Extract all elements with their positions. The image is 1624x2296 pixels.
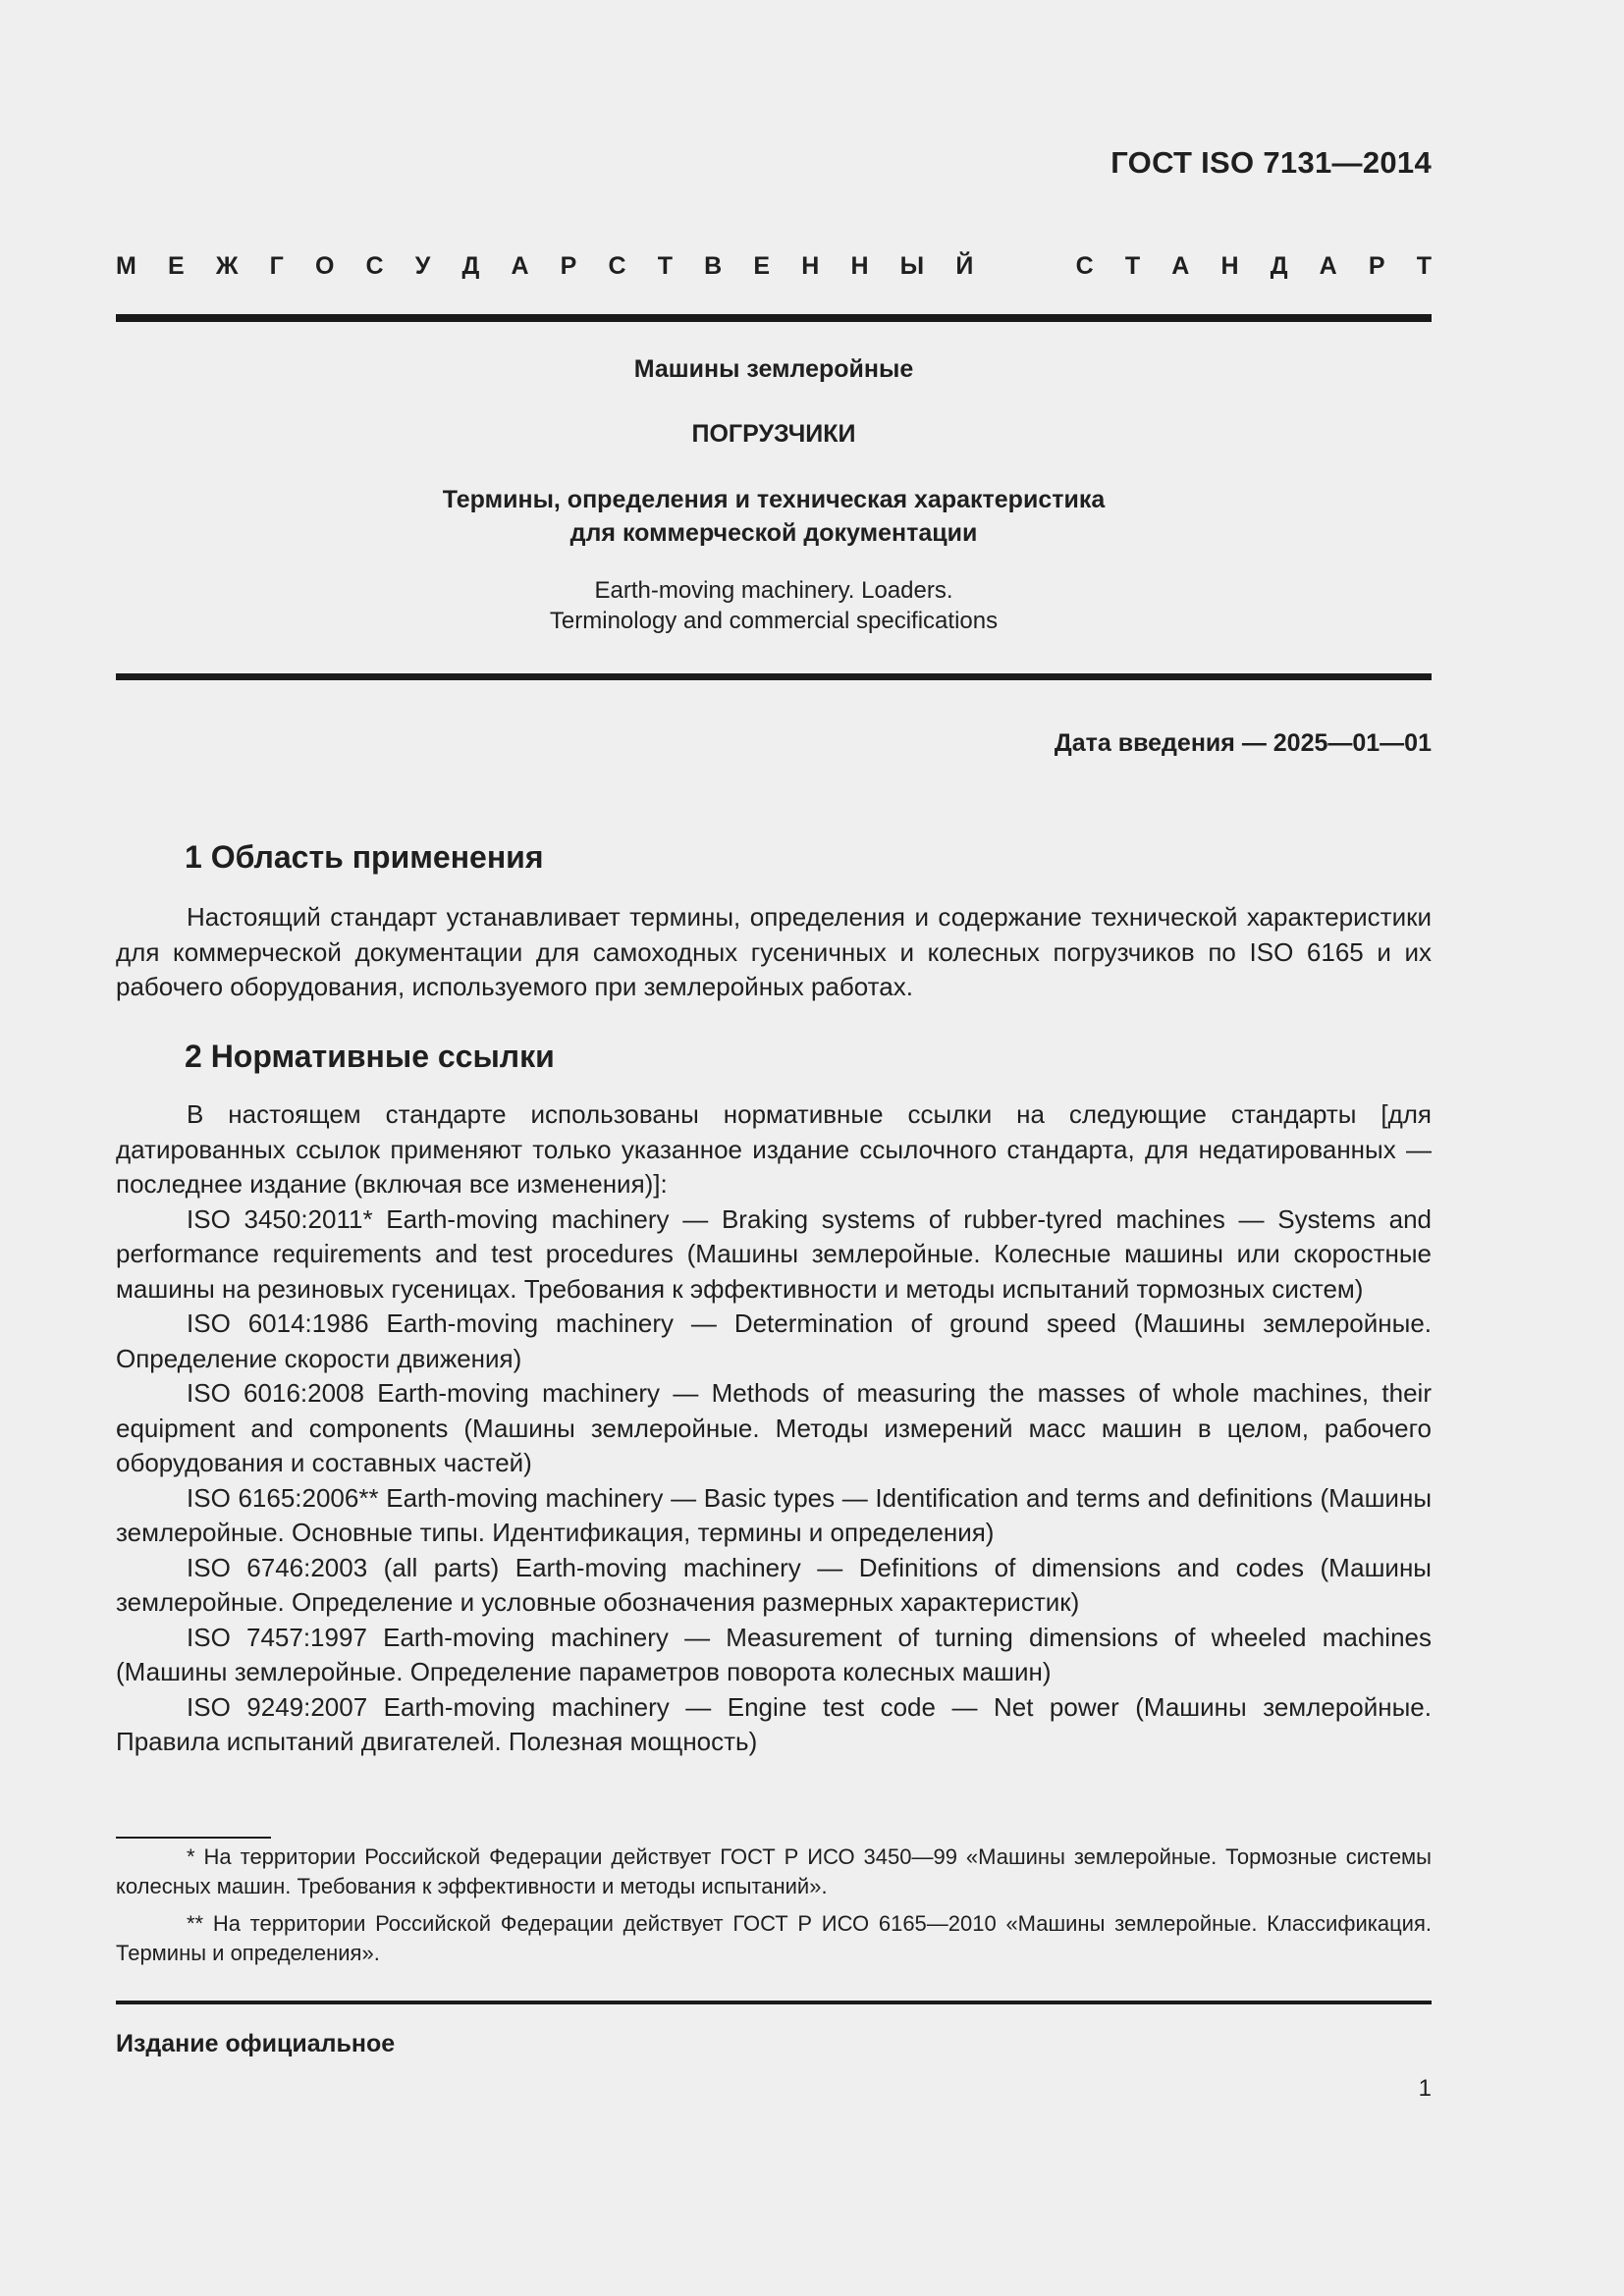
section-1-heading: 1 Область применения <box>185 839 544 875</box>
standard-kind-letter: А <box>1319 252 1337 280</box>
standard-kind <box>116 252 1432 281</box>
standard-kind-letter: Е <box>753 252 771 280</box>
document-page <box>116 0 1432 2296</box>
section-2-heading: 2 Нормативные ссылки <box>185 1039 555 1074</box>
title-group: Машины землеройные <box>633 355 914 383</box>
standard-kind-letter: Ж <box>215 252 239 280</box>
normative-reference: ISO 6016:2008 Earth-moving machinery — Methods of measuring the masses of whole machines, their equipment and components (Машины землеройные. Методы измерений масс машин в целом, рабочего оборудования и составных частей) <box>116 1378 1432 1477</box>
standard-kind-letter: Н <box>801 252 820 280</box>
standard-kind-letter: С <box>1075 252 1094 280</box>
header-rule <box>116 314 1432 322</box>
title-subtitle: Термины, определения и техническая характеристика для коммерческой документации <box>442 486 1106 547</box>
section-1-text: Настоящий стандарт устанавливает термины, определения и содержание технической характеристики для коммерческой документации для самоходных гусеничных и колесных погрузчиков по ISO 6165 и их рабочего оборудования, используемого при землеройных работах. <box>116 902 1432 1001</box>
standard-kind-letter: Р <box>560 252 577 280</box>
standard-kind-letter: Д <box>461 252 480 280</box>
normative-reference: ISO 6165:2006** Earth-moving machinery — Basic types — Identification and terms and definitions (Машины землеройные. Основные типы. Идентификация, термины и определения) <box>116 1482 1432 1547</box>
standard-kind-letter: Н <box>850 252 869 280</box>
section-2-body <box>116 1097 1432 1760</box>
standard-kind-letter: В <box>704 252 723 280</box>
edition-label: Издание официальное <box>116 2030 396 2057</box>
footnote-2: ** На территории Российской Федерации действует ГОСТ Р ИСО 6165—2010 «Машины землеройные. Классификация. Термины и определения». <box>116 1911 1432 1965</box>
standard-kind-letter: Й <box>955 252 974 280</box>
standard-kind-letter: У <box>414 252 431 280</box>
standard-kind-letter: А <box>1171 252 1190 280</box>
standard-kind-letter: С <box>365 252 384 280</box>
page-number: 1 <box>1418 2075 1432 2102</box>
standard-kind-letter: Д <box>1270 252 1288 280</box>
footer-rule <box>116 2001 1432 2004</box>
footnote-1: * На территории Российской Федерации действует ГОСТ Р ИСО 3450—99 «Машины землеройные. Тормозные системы колесных машин. Требования к эффективности и методы испытаний». <box>116 1844 1432 1898</box>
standard-kind-letter: Т <box>657 252 674 280</box>
title-english: Earth-moving machinery. Loaders. Terminology and commercial specifications <box>549 577 999 634</box>
standard-kind-letter: С <box>608 252 626 280</box>
normative-reference: ISO 6746:2003 (all parts) Earth-moving machinery — Definitions of dimensions and codes (Машины землеройные. Определение и условные обозначения размерных характеристик) <box>116 1552 1432 1617</box>
standard-kind-letter: Г <box>269 252 284 280</box>
standard-kind-letter: М <box>116 252 136 280</box>
footnote-separator <box>116 1837 271 1839</box>
normative-reference: ISO 9249:2007 Earth-moving machinery — Engine test code — Net power (Машины землеройные. Правила испытаний двигателей. Полезная мощность) <box>116 1691 1432 1756</box>
normative-reference: ISO 3450:2011* Earth-moving machinery — Braking systems of rubber-tyred machines — Systems and performance requirements and test procedures (Машины землеройные. Колесные машины или скоростные машины на резиновых гусеницах. Требования к эффективности и методы испытаний тормозных систем) <box>116 1203 1432 1304</box>
standard-kind-gap <box>1004 252 1044 281</box>
introduction-date: Дата введения — 2025—01—01 <box>1054 729 1432 757</box>
title-rule <box>116 673 1432 680</box>
title-main: ПОГРУЗЧИКИ <box>691 420 856 448</box>
standard-kind-letter: Р <box>1368 252 1385 280</box>
standard-kind-letter: Е <box>167 252 185 280</box>
standard-kind-letter: Ы <box>899 252 925 280</box>
normative-reference: ISO 7457:1997 Earth-moving machinery — Measurement of turning dimensions of wheeled machines (Машины землеройные. Определение параметров поворота колесных машин) <box>116 1622 1432 1686</box>
standard-kind-letter: Т <box>1416 252 1432 280</box>
standard-kind-letter: Н <box>1220 252 1239 280</box>
standard-number: ГОСТ ISO 7131—2014 <box>1110 145 1432 180</box>
section-2-intro: В настоящем стандарте использованы нормативные ссылки на следующие стандарты [для датированных ссылок применяют только указанное издание ссылочного стандарта, для недатированных — последнее издание (включая все изменения)]: <box>116 1099 1432 1199</box>
standard-kind-letter: А <box>511 252 529 280</box>
standard-kind-letter: Т <box>1124 252 1141 280</box>
standard-kind-letter: О <box>314 252 335 280</box>
normative-reference: ISO 6014:1986 Earth-moving machinery — Determination of ground speed (Машины землеройные. Определение скорости движения) <box>116 1308 1432 1373</box>
